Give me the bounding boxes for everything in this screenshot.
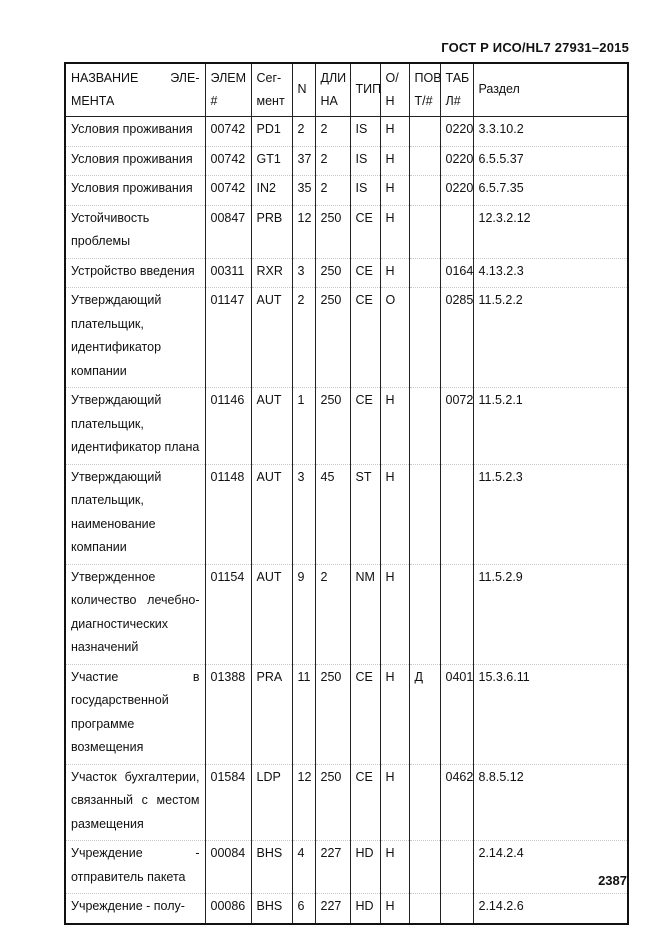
cell-type: ST xyxy=(350,464,380,564)
cell-repeat xyxy=(409,464,440,564)
cell-type: CE xyxy=(350,288,380,388)
cell-section: 11.5.2.2 xyxy=(473,288,628,388)
cell-elem: 00847 xyxy=(205,205,251,258)
table-row xyxy=(65,205,628,258)
cell-name: Учреждение - полу- xyxy=(65,894,205,924)
cell-section: 15.3.6.11 xyxy=(473,664,628,764)
cell-segment: AUT xyxy=(251,288,292,388)
cell-n: 35 xyxy=(292,176,315,206)
cell-segment: RXR xyxy=(251,258,292,288)
cell-elem: 01148 xyxy=(205,464,251,564)
cell-length: 250 xyxy=(315,205,350,258)
table-row xyxy=(65,464,628,564)
cell-table: 0401 xyxy=(440,664,473,764)
cell-type: HD xyxy=(350,841,380,894)
page-number: 2387 xyxy=(598,873,627,888)
cell-segment: LDP xyxy=(251,764,292,841)
cell-n: 1 xyxy=(292,388,315,465)
cell-segment: PRB xyxy=(251,205,292,258)
cell-segment: AUT xyxy=(251,464,292,564)
cell-segment: BHS xyxy=(251,894,292,924)
cell-elem: 00084 xyxy=(205,841,251,894)
cell-required: Н xyxy=(380,117,409,147)
cell-length: 227 xyxy=(315,841,350,894)
cell-repeat xyxy=(409,205,440,258)
cell-name: Утверждающий плательщик, идентификатор компании xyxy=(65,288,205,388)
table-row xyxy=(65,258,628,288)
table-row xyxy=(65,664,628,764)
cell-section: 6.5.7.35 xyxy=(473,176,628,206)
cell-elem: 01388 xyxy=(205,664,251,764)
cell-required: Н xyxy=(380,894,409,924)
cell-elem: 00742 xyxy=(205,117,251,147)
header-type: ТИП xyxy=(350,63,380,117)
cell-elem: 01146 xyxy=(205,388,251,465)
cell-n: 37 xyxy=(292,146,315,176)
cell-segment: AUT xyxy=(251,388,292,465)
cell-elem: 00086 xyxy=(205,894,251,924)
cell-name: Устройство введения xyxy=(65,258,205,288)
cell-repeat xyxy=(409,841,440,894)
cell-type: CE xyxy=(350,205,380,258)
cell-required: Н xyxy=(380,764,409,841)
cell-length: 250 xyxy=(315,764,350,841)
cell-length: 2 xyxy=(315,564,350,664)
cell-required: Н xyxy=(380,258,409,288)
cell-section: 4.13.2.3 xyxy=(473,258,628,288)
header-n: N xyxy=(292,63,315,117)
cell-length: 2 xyxy=(315,117,350,147)
cell-table: 0072 xyxy=(440,388,473,465)
cell-repeat xyxy=(409,894,440,924)
cell-repeat xyxy=(409,176,440,206)
cell-length: 250 xyxy=(315,288,350,388)
cell-name: Учреждение - отправитель пакета xyxy=(65,841,205,894)
cell-table xyxy=(440,894,473,924)
cell-repeat xyxy=(409,288,440,388)
cell-table: 0220 xyxy=(440,117,473,147)
cell-type: NM xyxy=(350,564,380,664)
cell-length: 250 xyxy=(315,664,350,764)
table-row xyxy=(65,117,628,147)
cell-length: 45 xyxy=(315,464,350,564)
cell-repeat xyxy=(409,117,440,147)
header-name: НАЗВАНИЕ ЭЛЕ-МЕНТА xyxy=(65,63,205,117)
cell-type: IS xyxy=(350,117,380,147)
cell-table xyxy=(440,464,473,564)
cell-required: Н xyxy=(380,146,409,176)
cell-elem: 01584 xyxy=(205,764,251,841)
cell-repeat xyxy=(409,258,440,288)
cell-n: 2 xyxy=(292,288,315,388)
cell-repeat xyxy=(409,564,440,664)
cell-n: 12 xyxy=(292,764,315,841)
header-length: ДЛИ НА xyxy=(315,63,350,117)
cell-required: Н xyxy=(380,205,409,258)
cell-length: 227 xyxy=(315,894,350,924)
cell-elem: 01147 xyxy=(205,288,251,388)
cell-elem: 00742 xyxy=(205,176,251,206)
header-table: ТАБ Л# xyxy=(440,63,473,117)
cell-section: 2.14.2.4 xyxy=(473,841,628,894)
cell-required: Н xyxy=(380,464,409,564)
cell-table: 0220 xyxy=(440,146,473,176)
cell-required: Н xyxy=(380,176,409,206)
header-segment: Сег-мент xyxy=(251,63,292,117)
document-header: ГОСТ Р ИСО/HL7 27931–2015 xyxy=(441,40,629,55)
table-row xyxy=(65,564,628,664)
table-row xyxy=(65,176,628,206)
cell-section: 6.5.5.37 xyxy=(473,146,628,176)
cell-table: 0220 xyxy=(440,176,473,206)
cell-name: Условия проживания xyxy=(65,146,205,176)
cell-type: IS xyxy=(350,146,380,176)
data-elements-table xyxy=(64,62,629,925)
table-row xyxy=(65,288,628,388)
cell-name: Утверждающий плательщик, наименование компании xyxy=(65,464,205,564)
cell-required: Н xyxy=(380,664,409,764)
cell-section: 11.5.2.9 xyxy=(473,564,628,664)
cell-segment: GT1 xyxy=(251,146,292,176)
cell-table: 0462 xyxy=(440,764,473,841)
cell-elem: 00742 xyxy=(205,146,251,176)
cell-table xyxy=(440,205,473,258)
cell-type: CE xyxy=(350,764,380,841)
cell-table: 0285 xyxy=(440,288,473,388)
cell-required: О xyxy=(380,288,409,388)
cell-table xyxy=(440,564,473,664)
cell-n: 12 xyxy=(292,205,315,258)
cell-type: CE xyxy=(350,664,380,764)
cell-n: 6 xyxy=(292,894,315,924)
cell-segment: IN2 xyxy=(251,176,292,206)
cell-name: Участие в государственной программе возмещения xyxy=(65,664,205,764)
cell-n: 11 xyxy=(292,664,315,764)
table-row xyxy=(65,894,628,924)
cell-section: 8.8.5.12 xyxy=(473,764,628,841)
cell-repeat: Д xyxy=(409,664,440,764)
header-section: Раздел xyxy=(473,63,628,117)
cell-n: 2 xyxy=(292,117,315,147)
cell-segment: BHS xyxy=(251,841,292,894)
cell-segment: PD1 xyxy=(251,117,292,147)
cell-segment: AUT xyxy=(251,564,292,664)
header-repeat: ПОВ Т/# xyxy=(409,63,440,117)
cell-section: 11.5.2.1 xyxy=(473,388,628,465)
cell-elem: 01154 xyxy=(205,564,251,664)
cell-type: CE xyxy=(350,258,380,288)
cell-length: 2 xyxy=(315,146,350,176)
cell-type: CE xyxy=(350,388,380,465)
table-row xyxy=(65,841,628,894)
table-row xyxy=(65,388,628,465)
cell-repeat xyxy=(409,764,440,841)
header-elem: ЭЛЕМ # xyxy=(205,63,251,117)
cell-repeat xyxy=(409,146,440,176)
cell-section: 11.5.2.3 xyxy=(473,464,628,564)
cell-required: Н xyxy=(380,841,409,894)
cell-n: 3 xyxy=(292,464,315,564)
cell-required: Н xyxy=(380,388,409,465)
cell-length: 2 xyxy=(315,176,350,206)
cell-name: Условия проживания xyxy=(65,117,205,147)
cell-table xyxy=(440,841,473,894)
cell-name: Участок бухгалтерии, связанный с местом размещения xyxy=(65,764,205,841)
cell-required: Н xyxy=(380,564,409,664)
table-header-row xyxy=(65,63,628,117)
cell-section: 3.3.10.2 xyxy=(473,117,628,147)
cell-section: 12.3.2.12 xyxy=(473,205,628,258)
table-row xyxy=(65,146,628,176)
header-required: О/Н xyxy=(380,63,409,117)
cell-type: IS xyxy=(350,176,380,206)
cell-name: Утверждающий плательщик, идентификатор плана xyxy=(65,388,205,465)
cell-name: Устойчивость проблемы xyxy=(65,205,205,258)
cell-n: 4 xyxy=(292,841,315,894)
cell-elem: 00311 xyxy=(205,258,251,288)
cell-section: 2.14.2.6 xyxy=(473,894,628,924)
cell-name: Утвержденное количество лечебно-диагностических назначений xyxy=(65,564,205,664)
table-row xyxy=(65,764,628,841)
cell-repeat xyxy=(409,388,440,465)
cell-n: 3 xyxy=(292,258,315,288)
cell-table: 0164 xyxy=(440,258,473,288)
cell-length: 250 xyxy=(315,388,350,465)
cell-length: 250 xyxy=(315,258,350,288)
cell-name: Условия проживания xyxy=(65,176,205,206)
cell-n: 9 xyxy=(292,564,315,664)
cell-type: HD xyxy=(350,894,380,924)
cell-segment: PRA xyxy=(251,664,292,764)
